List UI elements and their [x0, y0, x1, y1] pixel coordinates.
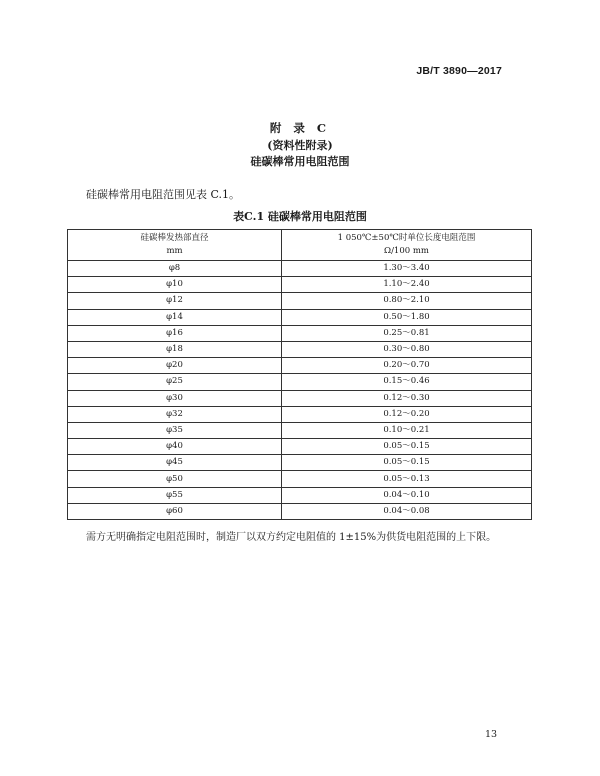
resistance-cell: 0.04～0.08 [282, 503, 532, 519]
diameter-cell: φ16 [68, 325, 282, 341]
table-row [68, 390, 532, 406]
table-row [68, 341, 532, 357]
diameter-cell: φ20 [68, 358, 282, 374]
diameter-cell: φ8 [68, 261, 282, 277]
footnote: 需方无明确指定电阻范围时，制造厂以双方约定电阻值的 1±15%为供货电阻范围的上下限。 [86, 532, 497, 543]
header-resistance-unit: Ω/100 mm [384, 246, 429, 256]
table-row [68, 406, 532, 422]
header-diameter [68, 230, 282, 261]
diameter-cell: φ10 [68, 277, 282, 293]
resistance-cell: 0.05～0.15 [282, 439, 532, 455]
diameter-cell: φ12 [68, 293, 282, 309]
header-resistance [282, 230, 532, 261]
header-resistance-label: 1 050℃±50℃时单位长度电阻范围 [337, 233, 476, 243]
resistance-cell: 0.50～1.80 [282, 309, 532, 325]
table-row [68, 455, 532, 471]
table-row [68, 293, 532, 309]
diameter-cell: φ50 [68, 471, 282, 487]
resistance-cell: 0.25～0.81 [282, 325, 532, 341]
table-row [68, 503, 532, 519]
resistance-cell: 0.80～2.10 [282, 293, 532, 309]
table-row [68, 439, 532, 455]
diameter-cell: φ35 [68, 422, 282, 438]
resistance-cell: 0.04～0.10 [282, 487, 532, 503]
intro-paragraph: 硅碳棒常用电阻范围见表 C.1。 [86, 188, 241, 201]
table-row [68, 309, 532, 325]
resistance-table [67, 229, 532, 520]
resistance-cell: 0.30～0.80 [282, 341, 532, 357]
table-header-row [68, 230, 532, 261]
table-caption: 表C.1 硅碳棒常用电阻范围 [233, 210, 367, 223]
header-diameter-unit: mm [166, 246, 183, 256]
table-row [68, 261, 532, 277]
diameter-cell: φ40 [68, 439, 282, 455]
appendix-title: 附 录 C [269, 121, 331, 135]
resistance-cell: 0.12～0.30 [282, 390, 532, 406]
appendix-subtitle: 硅碳棒常用电阻范围 [250, 155, 350, 168]
table-row [68, 471, 532, 487]
table-row [68, 422, 532, 438]
resistance-cell: 0.10～0.21 [282, 422, 532, 438]
resistance-cell: 1.10～2.40 [282, 277, 532, 293]
table-row [68, 374, 532, 390]
resistance-cell: 0.20～0.70 [282, 358, 532, 374]
table-row [68, 277, 532, 293]
page-number: 13 [485, 729, 498, 740]
resistance-cell: 0.05～0.13 [282, 471, 532, 487]
diameter-cell: φ55 [68, 487, 282, 503]
table-row [68, 325, 532, 341]
diameter-cell: φ30 [68, 390, 282, 406]
diameter-cell: φ25 [68, 374, 282, 390]
header-diameter-label: 硅碳棒发热部直径 [140, 233, 209, 243]
table-row [68, 487, 532, 503]
resistance-cell: 0.05～0.15 [282, 455, 532, 471]
diameter-cell: φ18 [68, 341, 282, 357]
diameter-cell: φ60 [68, 503, 282, 519]
resistance-cell: 0.15～0.46 [282, 374, 532, 390]
resistance-cell: 1.30～3.40 [282, 261, 532, 277]
table-row [68, 358, 532, 374]
diameter-cell: φ14 [68, 309, 282, 325]
resistance-cell: 0.12～0.20 [282, 406, 532, 422]
appendix-type: (资料性附录) [267, 139, 333, 152]
standard-code: JB/T 3890—2017 [416, 65, 502, 77]
diameter-cell: φ45 [68, 455, 282, 471]
diameter-cell: φ32 [68, 406, 282, 422]
